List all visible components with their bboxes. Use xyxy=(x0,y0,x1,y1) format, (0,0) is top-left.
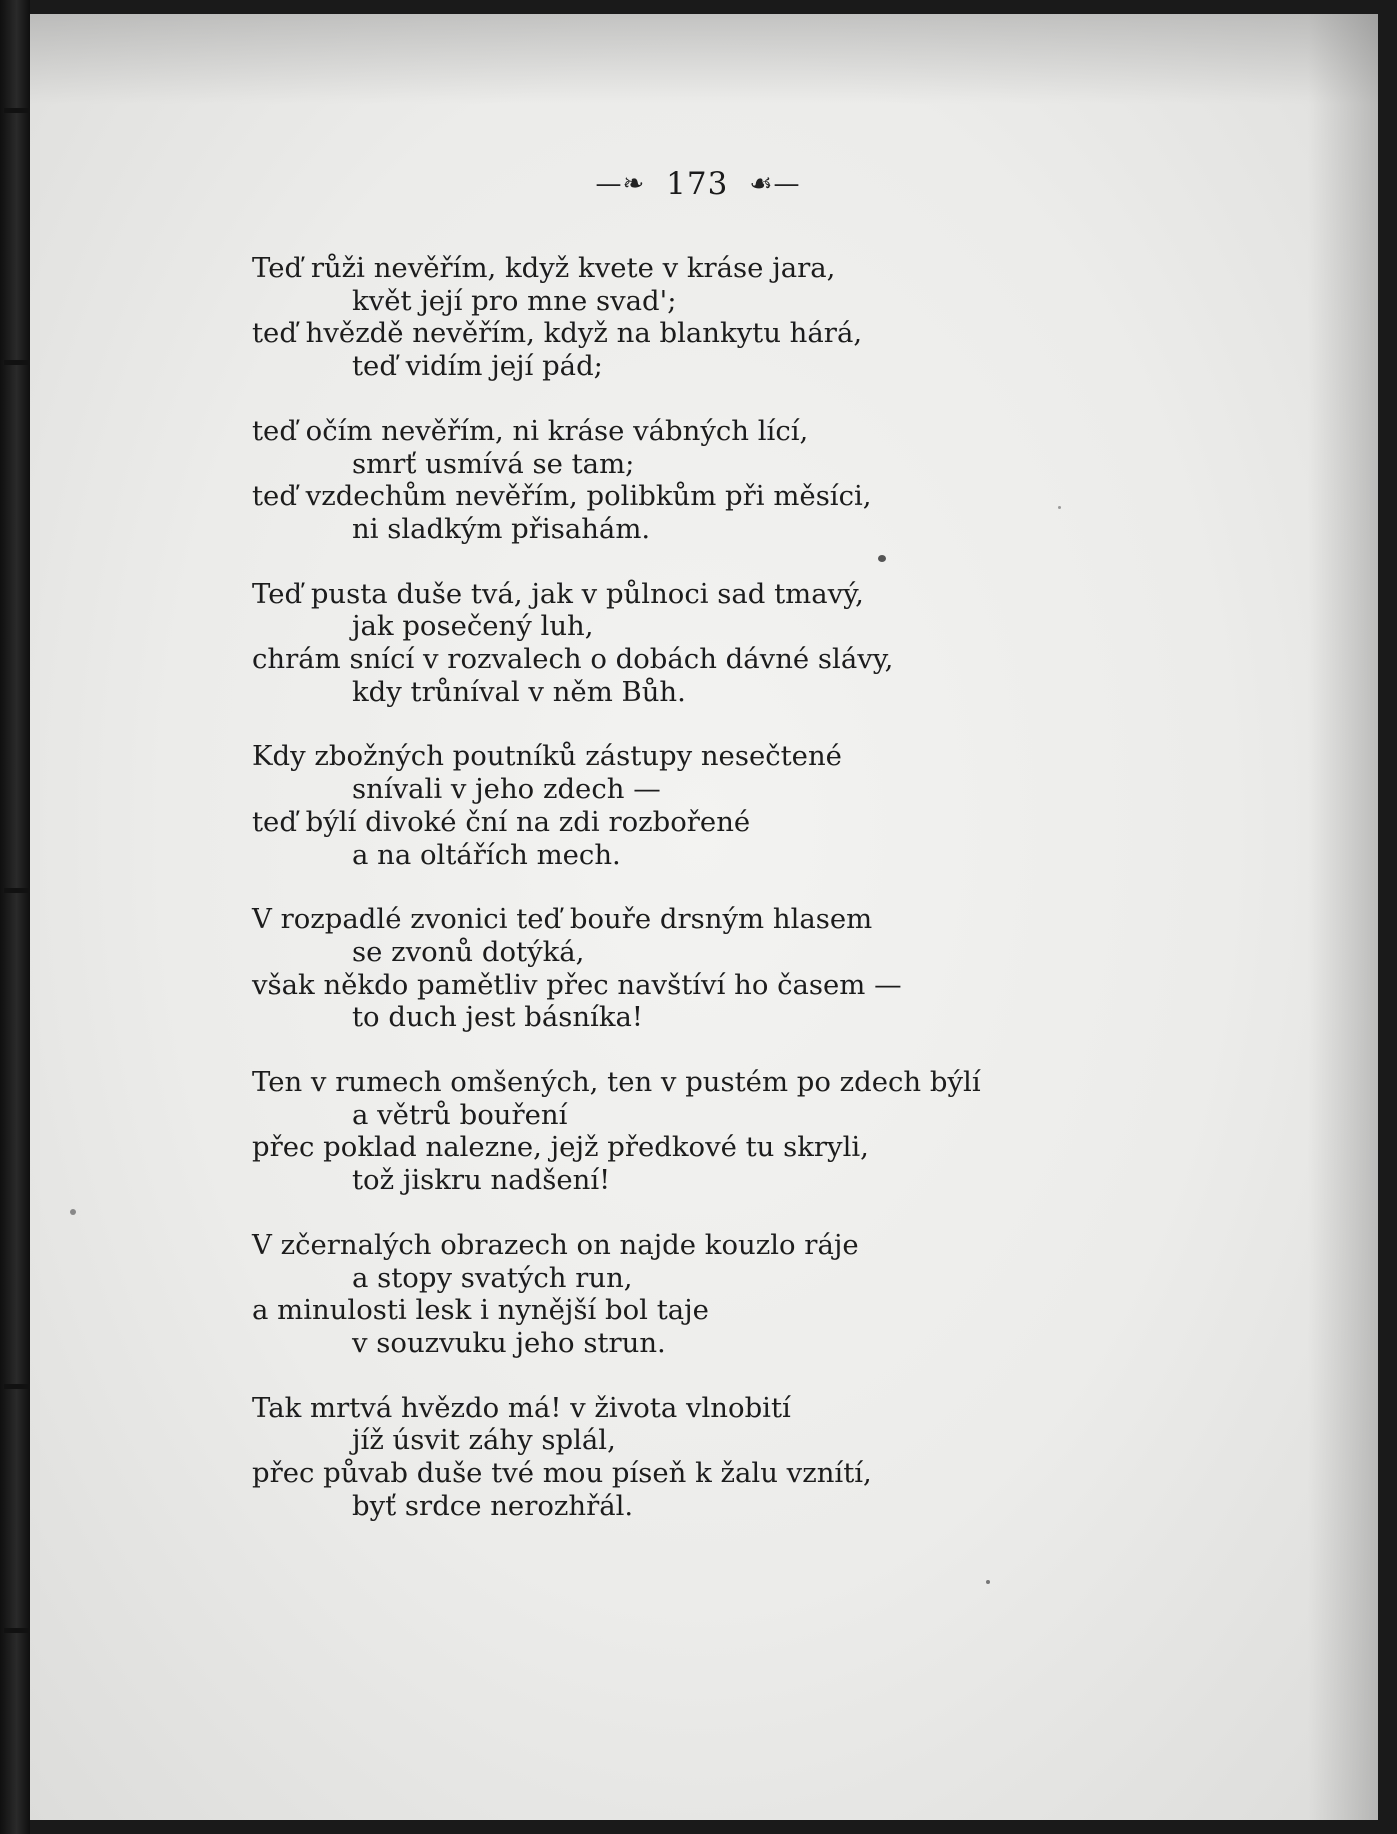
verse-line: chrám snící v rozvalech o dobách dávné slávy, xyxy=(252,643,894,676)
stanza xyxy=(252,415,1252,546)
binding-stitch xyxy=(4,1384,30,1389)
verse-line: teď vzdechům nevěřím, polibkům při měsíci, xyxy=(252,480,872,513)
stanza xyxy=(252,252,1252,383)
poem xyxy=(252,252,1252,1555)
verse-line: přec půvab duše tvé mou píseň k žalu vznítí, xyxy=(252,1457,872,1490)
binding-stitch xyxy=(4,888,30,893)
dust-speck xyxy=(986,1580,990,1584)
verse-line: to duch jest básníka! xyxy=(352,1001,643,1034)
verse-line: V rozpadlé zvonici teď bouře drsným hlasem xyxy=(252,903,873,936)
stanza xyxy=(252,903,1252,1034)
verse-line: Teď růži nevěřím, když kvete v kráse jara, xyxy=(252,252,836,284)
verse-line: květ její pro mne svad'; xyxy=(352,284,677,317)
ornament-right-icon: ☙— xyxy=(749,168,801,199)
verse-line: a stopy svatých run, xyxy=(352,1261,633,1294)
stanza xyxy=(252,1392,1252,1523)
binding-stitch xyxy=(4,108,30,113)
verse-line: teď býlí divoké ční na zdi rozbořené xyxy=(252,805,751,838)
verse-line: však někdo pamětliv přec navštíví ho časem — xyxy=(252,968,902,1001)
binding-stitch xyxy=(4,1628,30,1633)
page-number: 173 xyxy=(666,165,729,202)
verse-line: Tak mrtvá hvězdo má! v života vlnobití xyxy=(252,1391,791,1424)
ornament-left-icon: —❧ xyxy=(595,168,646,199)
verse-line: teď očím nevěřím, ni kráse vábných lící, xyxy=(252,414,809,447)
verse-line: a na oltářích mech. xyxy=(352,838,621,871)
verse-line: teď hvězdě nevěřím, když na blankytu hárá, xyxy=(252,317,863,350)
book-page xyxy=(18,14,1378,1820)
verse-line: ni sladkým přisahám. xyxy=(352,512,651,545)
verse-line: V zčernalých obrazech on najde kouzlo ráje xyxy=(252,1228,859,1261)
verse-line: přec poklad nalezne, jejž předkové tu skryli, xyxy=(252,1131,869,1164)
verse-line: Ten v rumech omšených, ten v pustém po zdech býlí xyxy=(252,1066,981,1099)
dust-speck xyxy=(70,1209,76,1215)
verse-line: jak posečený luh, xyxy=(352,610,594,643)
verse-line: jíž úsvit záhy splál, xyxy=(352,1424,616,1457)
page-header xyxy=(18,164,1378,202)
verse-line: tož jiskru nadšení! xyxy=(352,1164,611,1197)
stanza xyxy=(252,740,1252,871)
verse-line: kdy trůníval v něm Bůh. xyxy=(352,675,686,708)
verse-line: se zvonů dotýká, xyxy=(352,935,585,968)
verse-line: Teď pusta duše tvá, jak v půlnoci sad tmavý, xyxy=(252,577,864,610)
dust-speck xyxy=(1058,506,1061,509)
verse-line: a minulosti lesk i nynější bol taje xyxy=(252,1294,709,1327)
verse-line: Kdy zbožných poutníků zástupy nesečtené xyxy=(252,740,842,773)
stanza xyxy=(252,1229,1252,1360)
stanza xyxy=(252,578,1252,709)
dust-speck xyxy=(878,555,886,562)
book-binding-edge xyxy=(0,0,30,1834)
verse-line: a větrů bouření xyxy=(352,1098,568,1131)
verse-line: snívali v jeho zdech — xyxy=(352,773,661,806)
verse-line: v souzvuku jeho strun. xyxy=(352,1326,666,1359)
binding-stitch xyxy=(4,360,30,365)
verse-line: byť srdce nerozhřál. xyxy=(352,1489,634,1522)
verse-line: smrť usmívá se tam; xyxy=(352,447,635,480)
stanza xyxy=(252,1066,1252,1197)
verse-line: teď vidím její pád; xyxy=(352,350,603,383)
